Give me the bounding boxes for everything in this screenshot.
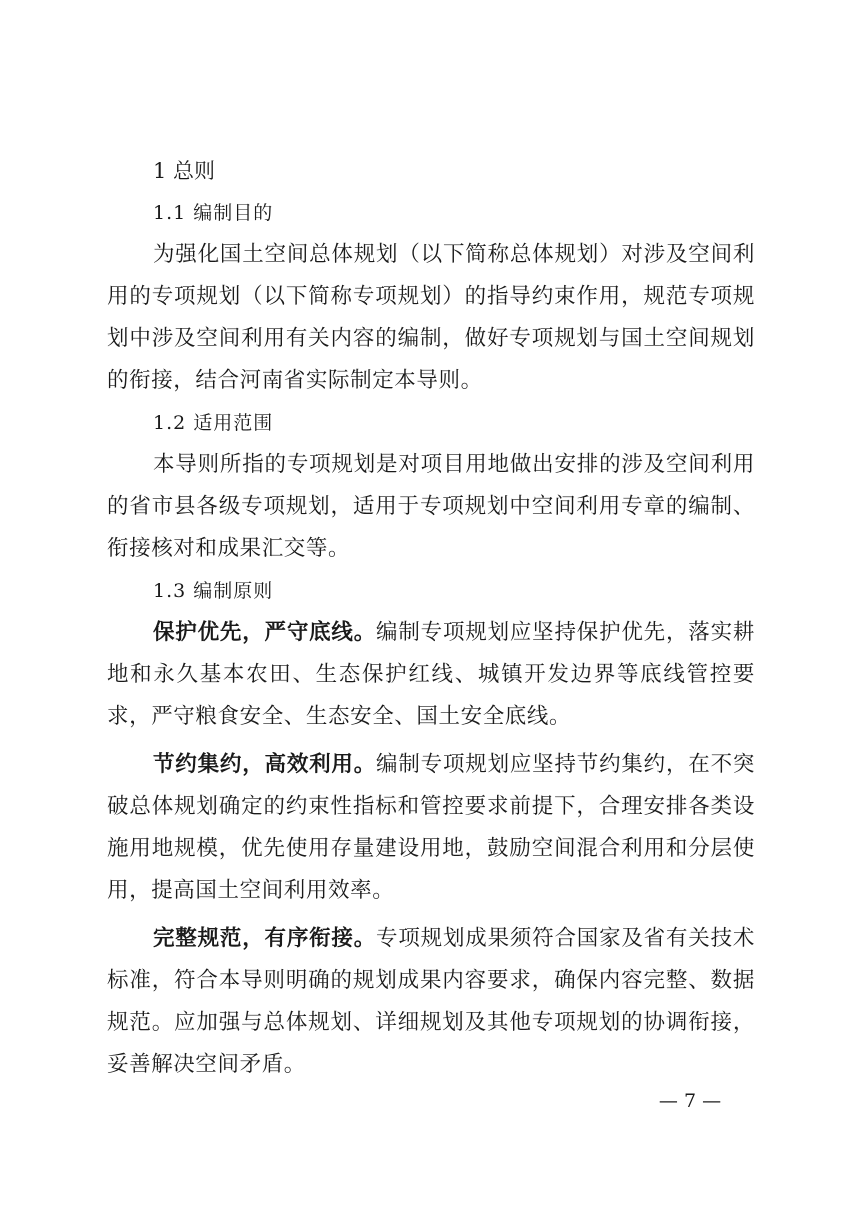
paragraph-purpose: 为强化国土空间总体规划（以下简称总体规划）对涉及空间利用的专项规划（以下简称专项规划）的指导约束作用，规范专项规划中涉及空间利用有关内容的编制，做好专项规划与国土空间规划的衔接，结合河南省实际制定本导则。 <box>107 242 755 393</box>
principle-lead: 节约集约，高效利用。 <box>153 752 377 777</box>
principle-body: 专项规划成果须符合国家及省有关技术标准，符合本导则明确的规划成果内容要求，确保内容完整、数据规范。应加强与总体规划、详细规划及其他专项规划的协调衔接，妥善解决空间矛盾。 <box>107 926 755 1077</box>
section-title: 1 总则 <box>153 159 216 183</box>
document-body <box>107 150 755 1086</box>
principle-lead: 完整规范，有序衔接。 <box>153 926 377 951</box>
principle-paragraph <box>107 612 755 738</box>
principle-lead: 保护优先，严守底线。 <box>153 620 377 645</box>
principle-paragraph <box>107 918 755 1086</box>
subsection-heading-1-1: 1.1 编制目的 <box>153 202 274 224</box>
subsection-heading-1-3: 1.3 编制原则 <box>153 580 274 602</box>
principle-paragraph <box>107 744 755 912</box>
principle-body: 编制专项规划应坚持节约集约，在不突破总体规划确定的约束性指标和管控要求前提下，合理安排各类设施用地规模，优先使用存量建设用地，鼓励空间混合利用和分层使用，提高国土空间利用效率。 <box>107 752 755 903</box>
principle-body: 编制专项规划应坚持保护优先，落实耕地和永久基本农田、生态保护红线、城镇开发边界等底线管控要求，严守粮食安全、生态安全、国土安全底线。 <box>107 620 755 729</box>
paragraph-scope: 本导则所指的专项规划是对项目用地做出安排的涉及空间利用的省市县各级专项规划，适用于专项规划中空间利用专章的编制、衔接核对和成果汇交等。 <box>107 452 755 561</box>
page-number: — 7 — <box>658 1090 722 1112</box>
subsection-heading-1-2: 1.2 适用范围 <box>153 412 274 434</box>
